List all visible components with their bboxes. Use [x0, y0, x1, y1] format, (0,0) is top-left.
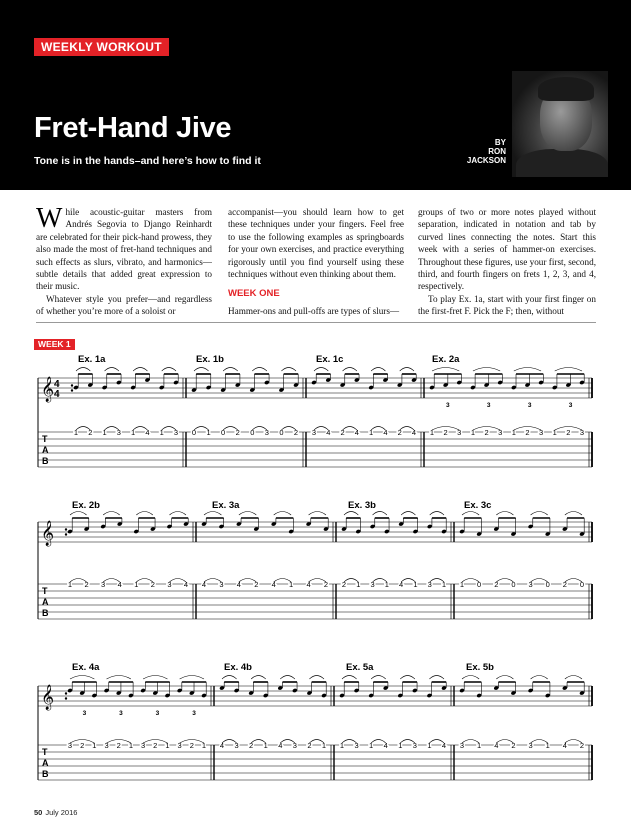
tab-number: 2	[494, 580, 499, 589]
tab-number: 3	[116, 428, 121, 437]
paragraph-2: Whatever style you prefer—and regardless of whether you’re more of a soloist or	[36, 293, 212, 317]
tab-number: 3	[141, 741, 146, 750]
tab-number: 0	[191, 428, 197, 437]
tab-number: 2	[235, 428, 240, 437]
slur	[274, 512, 291, 516]
byline-last-name: JACKSON	[466, 156, 506, 165]
time-signature-bottom: 4	[54, 389, 60, 400]
triplet-mark: 3	[446, 402, 450, 409]
slur	[462, 512, 479, 516]
repeat-dot	[65, 692, 67, 694]
tab-number: 4	[326, 428, 331, 437]
tab-number: 4	[201, 580, 207, 589]
slur	[344, 512, 358, 516]
tab-clef-letter: B	[42, 608, 49, 618]
tab-number: 1	[477, 741, 482, 750]
slur	[204, 512, 221, 516]
tab-number: 2	[525, 428, 530, 437]
tab-number: 1	[102, 428, 107, 437]
slur	[180, 676, 204, 680]
slur	[432, 368, 459, 372]
tab-number: 4	[219, 741, 225, 750]
treble-clef-icon: 𝄞	[41, 377, 55, 402]
tab-number: 1	[165, 741, 170, 750]
tab-number: 2	[562, 580, 567, 589]
tab-number: 3	[104, 741, 109, 750]
slur	[531, 676, 548, 680]
tab-number: 4	[494, 741, 499, 750]
slur	[309, 676, 324, 680]
tab-number: 2	[341, 580, 347, 589]
tab-number: 3	[354, 741, 359, 750]
tab-number: 3	[370, 580, 375, 589]
tab-number: 1	[339, 741, 345, 750]
slur	[496, 676, 513, 680]
tab-number: 1	[369, 741, 374, 750]
tab-clef-letter: T	[42, 434, 48, 444]
tab-number: 3	[292, 741, 297, 750]
tab-number: 2	[566, 428, 571, 437]
tab-number: 1	[206, 428, 211, 437]
slur	[496, 512, 513, 516]
tab-number: 1	[73, 428, 79, 437]
tab-number: 4	[236, 580, 241, 589]
tab-number: 0	[250, 428, 255, 437]
drop-cap: W	[36, 203, 63, 234]
tab-number: 3	[539, 428, 544, 437]
tab-number: 1	[384, 580, 389, 589]
slur	[70, 676, 94, 680]
section-divider	[36, 322, 596, 323]
tab-number: 3	[311, 428, 317, 437]
tab-number: 1	[511, 428, 516, 437]
example-label: Ex. 1a	[78, 354, 106, 365]
example-label: Ex. 4b	[224, 662, 252, 673]
tab-number: 3	[173, 428, 179, 437]
slur	[565, 676, 582, 680]
tab-number: 1	[92, 741, 97, 750]
tab-clef-letter: B	[42, 769, 49, 779]
tab-number: 3	[457, 428, 462, 437]
tab-number: 4	[271, 580, 276, 589]
tab-number: 1	[429, 428, 435, 437]
slur	[473, 368, 500, 372]
slur	[400, 368, 414, 372]
tab-number: 1	[131, 428, 136, 437]
tab-number: 2	[249, 741, 254, 750]
paragraph-3: accompanist—you should learn how to get these techniques under your fingers. Feel free to use the following examples as springboards for your own exercises, and practice everything rigorously until you find yourself using these techniques without even thinking about them.	[228, 207, 404, 280]
tab-number: 2	[397, 428, 402, 437]
slur	[280, 676, 295, 680]
slur	[107, 676, 131, 680]
slur	[371, 368, 385, 372]
tab-number: 3	[528, 580, 533, 589]
tab-number: 4	[117, 580, 122, 589]
paragraph-4: Hammer-ons and pull-offs are types of slurs—	[228, 305, 400, 316]
tab-number: 1	[67, 580, 73, 589]
page-footer	[34, 808, 77, 817]
slur	[400, 676, 415, 680]
tab-number: 1	[552, 428, 557, 437]
tab-clef-letter: A	[42, 758, 49, 768]
slur	[194, 368, 209, 372]
issue-date: July 2016	[45, 808, 78, 817]
tab-number: 3	[67, 741, 73, 750]
article-deck: Tone is in the hands–and here’s how to find it	[34, 155, 261, 167]
tab-number: 4	[278, 741, 283, 750]
tab-number: 0	[477, 580, 482, 589]
repeat-dot	[65, 533, 67, 535]
example-label: Ex. 4a	[72, 662, 100, 673]
tab-number: 2	[293, 428, 299, 437]
author-portrait-icon	[512, 71, 608, 177]
repeat-dot	[71, 384, 73, 386]
slur	[565, 512, 582, 516]
tab-number: 2	[116, 741, 121, 750]
tab-number: 3	[427, 580, 432, 589]
triplet-mark: 3	[568, 402, 573, 409]
paragraph-5: groups of two or more notes played without separation, indicated in notation and tab by curved lines connecting the notes. Start this week with a series of hammer-on exercises. Throughout these figures, use your first, second, third, and fourth fingers on frets 1, 2, 3, and 4, respectively.	[418, 207, 596, 292]
tab-number: 2	[153, 741, 158, 750]
tab-number: 3	[234, 741, 239, 750]
tab-number: 2	[254, 580, 259, 589]
slur	[342, 676, 357, 680]
tab-number: 1	[356, 580, 361, 589]
triplet-mark: 3	[155, 710, 160, 717]
tab-number: 2	[323, 580, 329, 589]
example-label: Ex. 5b	[466, 662, 494, 673]
example-label: Ex. 5a	[346, 662, 374, 673]
tab-number: 0	[579, 580, 585, 589]
tab-number: 0	[279, 428, 284, 437]
example-label: Ex. 3c	[464, 500, 492, 511]
slur	[251, 676, 266, 680]
tab-number: 1	[369, 428, 374, 437]
tab-number: 4	[354, 428, 359, 437]
tab-number: 1	[459, 580, 465, 589]
tab-number: 4	[383, 428, 388, 437]
section-kicker: WEEKLY WORKOUT	[34, 38, 169, 56]
triplet-mark: 3	[119, 710, 123, 717]
tab-number: 2	[443, 428, 448, 437]
tab-number: 2	[511, 741, 516, 750]
tab-number: 3	[167, 580, 172, 589]
page-number: 50	[34, 808, 43, 817]
slur	[133, 368, 147, 372]
slur	[136, 512, 153, 516]
slur	[223, 368, 238, 372]
slur	[76, 368, 90, 372]
tab-number: 4	[411, 428, 417, 437]
slur	[371, 676, 386, 680]
repeat-dot	[65, 528, 67, 530]
tab-number: 2	[340, 428, 345, 437]
treble-clef-icon: 𝄞	[41, 685, 55, 710]
byline	[440, 138, 506, 165]
slur	[555, 368, 582, 372]
section-subhead: WEEK ONE	[228, 288, 280, 300]
tab-number: 3	[498, 428, 503, 437]
slur	[373, 512, 387, 516]
tab-number: 3	[528, 741, 533, 750]
tab-number: 1	[545, 741, 550, 750]
tab-clef-letter: B	[42, 456, 49, 466]
tab-number: 2	[80, 741, 85, 750]
tab-number: 1	[470, 428, 475, 437]
slur	[462, 676, 479, 680]
article-title: Fret-Hand Jive	[34, 112, 232, 144]
tab-number: 4	[562, 741, 567, 750]
tab-number: 1	[201, 741, 207, 750]
article-column-1	[36, 203, 212, 318]
week-label: WEEK 1	[34, 339, 75, 350]
time-signature-top: 4	[54, 379, 60, 390]
slur	[162, 368, 176, 372]
tab-number: 3	[101, 580, 106, 589]
slur	[103, 512, 120, 516]
byline-first-name: RON	[488, 147, 506, 156]
slur	[105, 368, 119, 372]
tab-number: 1	[398, 741, 403, 750]
tab-number: 3	[412, 741, 417, 750]
triplet-mark: 3	[192, 710, 196, 717]
tab-number: 2	[84, 580, 89, 589]
slur	[401, 512, 415, 516]
tab-number: 4	[441, 741, 447, 750]
slur	[143, 676, 167, 680]
tab-clef-letter: T	[42, 747, 48, 757]
tab-number: 3	[579, 428, 585, 437]
tab-number: 3	[459, 741, 465, 750]
tab-number: 1	[134, 580, 139, 589]
tab-number: 2	[150, 580, 155, 589]
slur	[430, 512, 444, 516]
tab-number: 0	[511, 580, 516, 589]
tab-number: 1	[263, 741, 268, 750]
slur	[309, 512, 326, 516]
slur	[314, 368, 328, 372]
article-column-3	[418, 206, 596, 318]
triplet-mark: 3	[486, 402, 491, 409]
slur	[169, 512, 186, 516]
treble-clef-icon: 𝄞	[41, 521, 55, 546]
article-column-2	[228, 206, 404, 317]
slur	[70, 512, 87, 516]
header-banner	[0, 0, 631, 190]
example-label: Ex. 2a	[432, 354, 460, 365]
tab-number: 4	[183, 580, 189, 589]
tab-number: 2	[189, 741, 194, 750]
tab-number: 3	[219, 580, 224, 589]
slur	[531, 512, 548, 516]
paragraph-1: hile acoustic-guitar masters from Andrés Segovia to Django Reinhardt are celebrated for their pick-hand prowess, they also made the most of fret-hand techniques and such effects as slurs, vibrato, and harmonics—subtle details that added great expression to their music.	[36, 207, 212, 292]
example-label: Ex. 2b	[72, 500, 100, 511]
slur	[281, 368, 296, 372]
slur	[222, 676, 237, 680]
tab-clef-letter: A	[42, 597, 49, 607]
slur	[343, 368, 357, 372]
example-label: Ex. 1c	[316, 354, 344, 365]
tab-number: 1	[128, 741, 133, 750]
slur	[252, 368, 267, 372]
tab-clef-letter: A	[42, 445, 49, 455]
tab-number: 1	[289, 580, 294, 589]
triplet-mark: 3	[527, 402, 532, 409]
tab-number: 2	[307, 741, 312, 750]
repeat-dot	[71, 389, 73, 391]
tab-number: 3	[264, 428, 269, 437]
tab-number: 4	[383, 741, 388, 750]
tab-number: 1	[413, 580, 418, 589]
tab-number: 1	[441, 580, 447, 589]
slur	[239, 512, 256, 516]
tab-number: 1	[427, 741, 432, 750]
tab-number: 4	[145, 428, 150, 437]
tab-number: 0	[221, 428, 226, 437]
tab-number: 0	[545, 580, 550, 589]
tab-number: 2	[579, 741, 585, 750]
slur	[429, 676, 444, 680]
byline-by: BY	[494, 138, 506, 147]
paragraph-6: To play Ex. 1a, start with your first finger on the first-fret F. Pick the F; then, without	[418, 293, 596, 317]
tab-number: 4	[306, 580, 311, 589]
tab-number: 2	[88, 428, 93, 437]
tab-clef-letter: T	[42, 586, 48, 596]
example-label: Ex. 1b	[196, 354, 224, 365]
example-label: Ex. 3b	[348, 500, 376, 511]
tab-number: 2	[484, 428, 489, 437]
triplet-mark: 3	[82, 710, 87, 717]
tab-number: 1	[321, 741, 327, 750]
notation-figures	[0, 340, 631, 810]
repeat-dot	[65, 697, 67, 699]
slur	[514, 368, 541, 372]
tab-number: 4	[399, 580, 404, 589]
tab-number: 1	[159, 428, 164, 437]
tab-number: 3	[177, 741, 182, 750]
example-label: Ex. 3a	[212, 500, 240, 511]
